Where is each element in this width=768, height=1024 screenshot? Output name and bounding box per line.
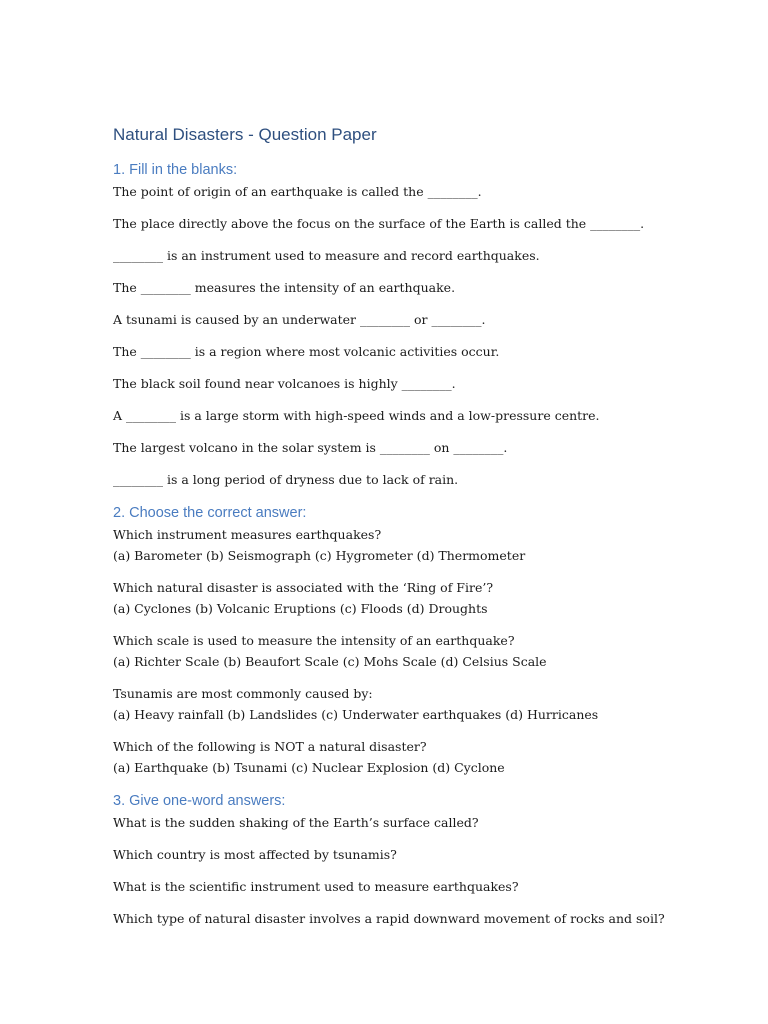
question: Which instrument measures earthquakes? xyxy=(113,527,382,542)
question: The place directly above the focus on the surface of the Earth is called the ________. xyxy=(113,216,645,231)
section-heading: 2. Choose the correct answer: xyxy=(113,505,307,521)
question: Which type of natural disaster involves a rapid downward movement of rocks and soil? xyxy=(113,911,665,926)
question: The black soil found near volcanoes is highly ________. xyxy=(113,376,456,391)
page-title: Natural Disasters - Question Paper xyxy=(113,125,377,144)
question: A tsunami is caused by an underwater ________ or ________. xyxy=(113,312,486,327)
mcq-item xyxy=(113,685,733,724)
question: The largest volcano in the solar system is ________ on ________. xyxy=(113,440,508,455)
section-heading: 1. Fill in the blanks: xyxy=(113,162,238,178)
answer-options: (a) Richter Scale (b) Beaufort Scale (c) Mohs Scale (d) Celsius Scale xyxy=(113,654,547,669)
mcq-item xyxy=(113,526,733,565)
section-heading: 3. Give one-word answers: xyxy=(113,793,286,809)
question: What is the scientific instrument used to measure earthquakes? xyxy=(113,879,519,894)
section-one-word-answers xyxy=(113,791,733,928)
answer-options: (a) Heavy rainfall (b) Landslides (c) Underwater earthquakes (d) Hurricanes xyxy=(113,707,599,722)
question: Which scale is used to measure the intensity of an earthquake? xyxy=(113,633,515,648)
section-fill-in-the-blanks xyxy=(113,160,733,489)
question: Which natural disaster is associated with the ‘Ring of Fire’? xyxy=(113,580,494,595)
mcq-item xyxy=(113,579,733,618)
question: ________ is a long period of dryness due to lack of rain. xyxy=(113,472,459,487)
answer-options: (a) Barometer (b) Seismograph (c) Hygrometer (d) Thermometer xyxy=(113,548,526,563)
answer-options: (a) Earthquake (b) Tsunami (c) Nuclear Explosion (d) Cyclone xyxy=(113,760,505,775)
question: ________ is an instrument used to measure and record earthquakes. xyxy=(113,248,540,263)
mcq-item xyxy=(113,632,733,671)
mcq-item xyxy=(113,738,733,777)
question: Tsunamis are most commonly caused by: xyxy=(113,686,373,701)
answer-options: (a) Cyclones (b) Volcanic Eruptions (c) Floods (d) Droughts xyxy=(113,601,488,616)
section-multiple-choice xyxy=(113,503,733,777)
question: The point of origin of an earthquake is called the ________. xyxy=(113,184,482,199)
question: What is the sudden shaking of the Earth’s surface called? xyxy=(113,815,479,830)
question: The ________ measures the intensity of an earthquake. xyxy=(113,280,456,295)
question: Which country is most affected by tsunamis? xyxy=(113,847,397,862)
document-page xyxy=(113,124,733,942)
question: Which of the following is NOT a natural disaster? xyxy=(113,739,427,754)
question: A ________ is a large storm with high-speed winds and a low-pressure centre. xyxy=(113,408,600,423)
question: The ________ is a region where most volcanic activities occur. xyxy=(113,344,500,359)
